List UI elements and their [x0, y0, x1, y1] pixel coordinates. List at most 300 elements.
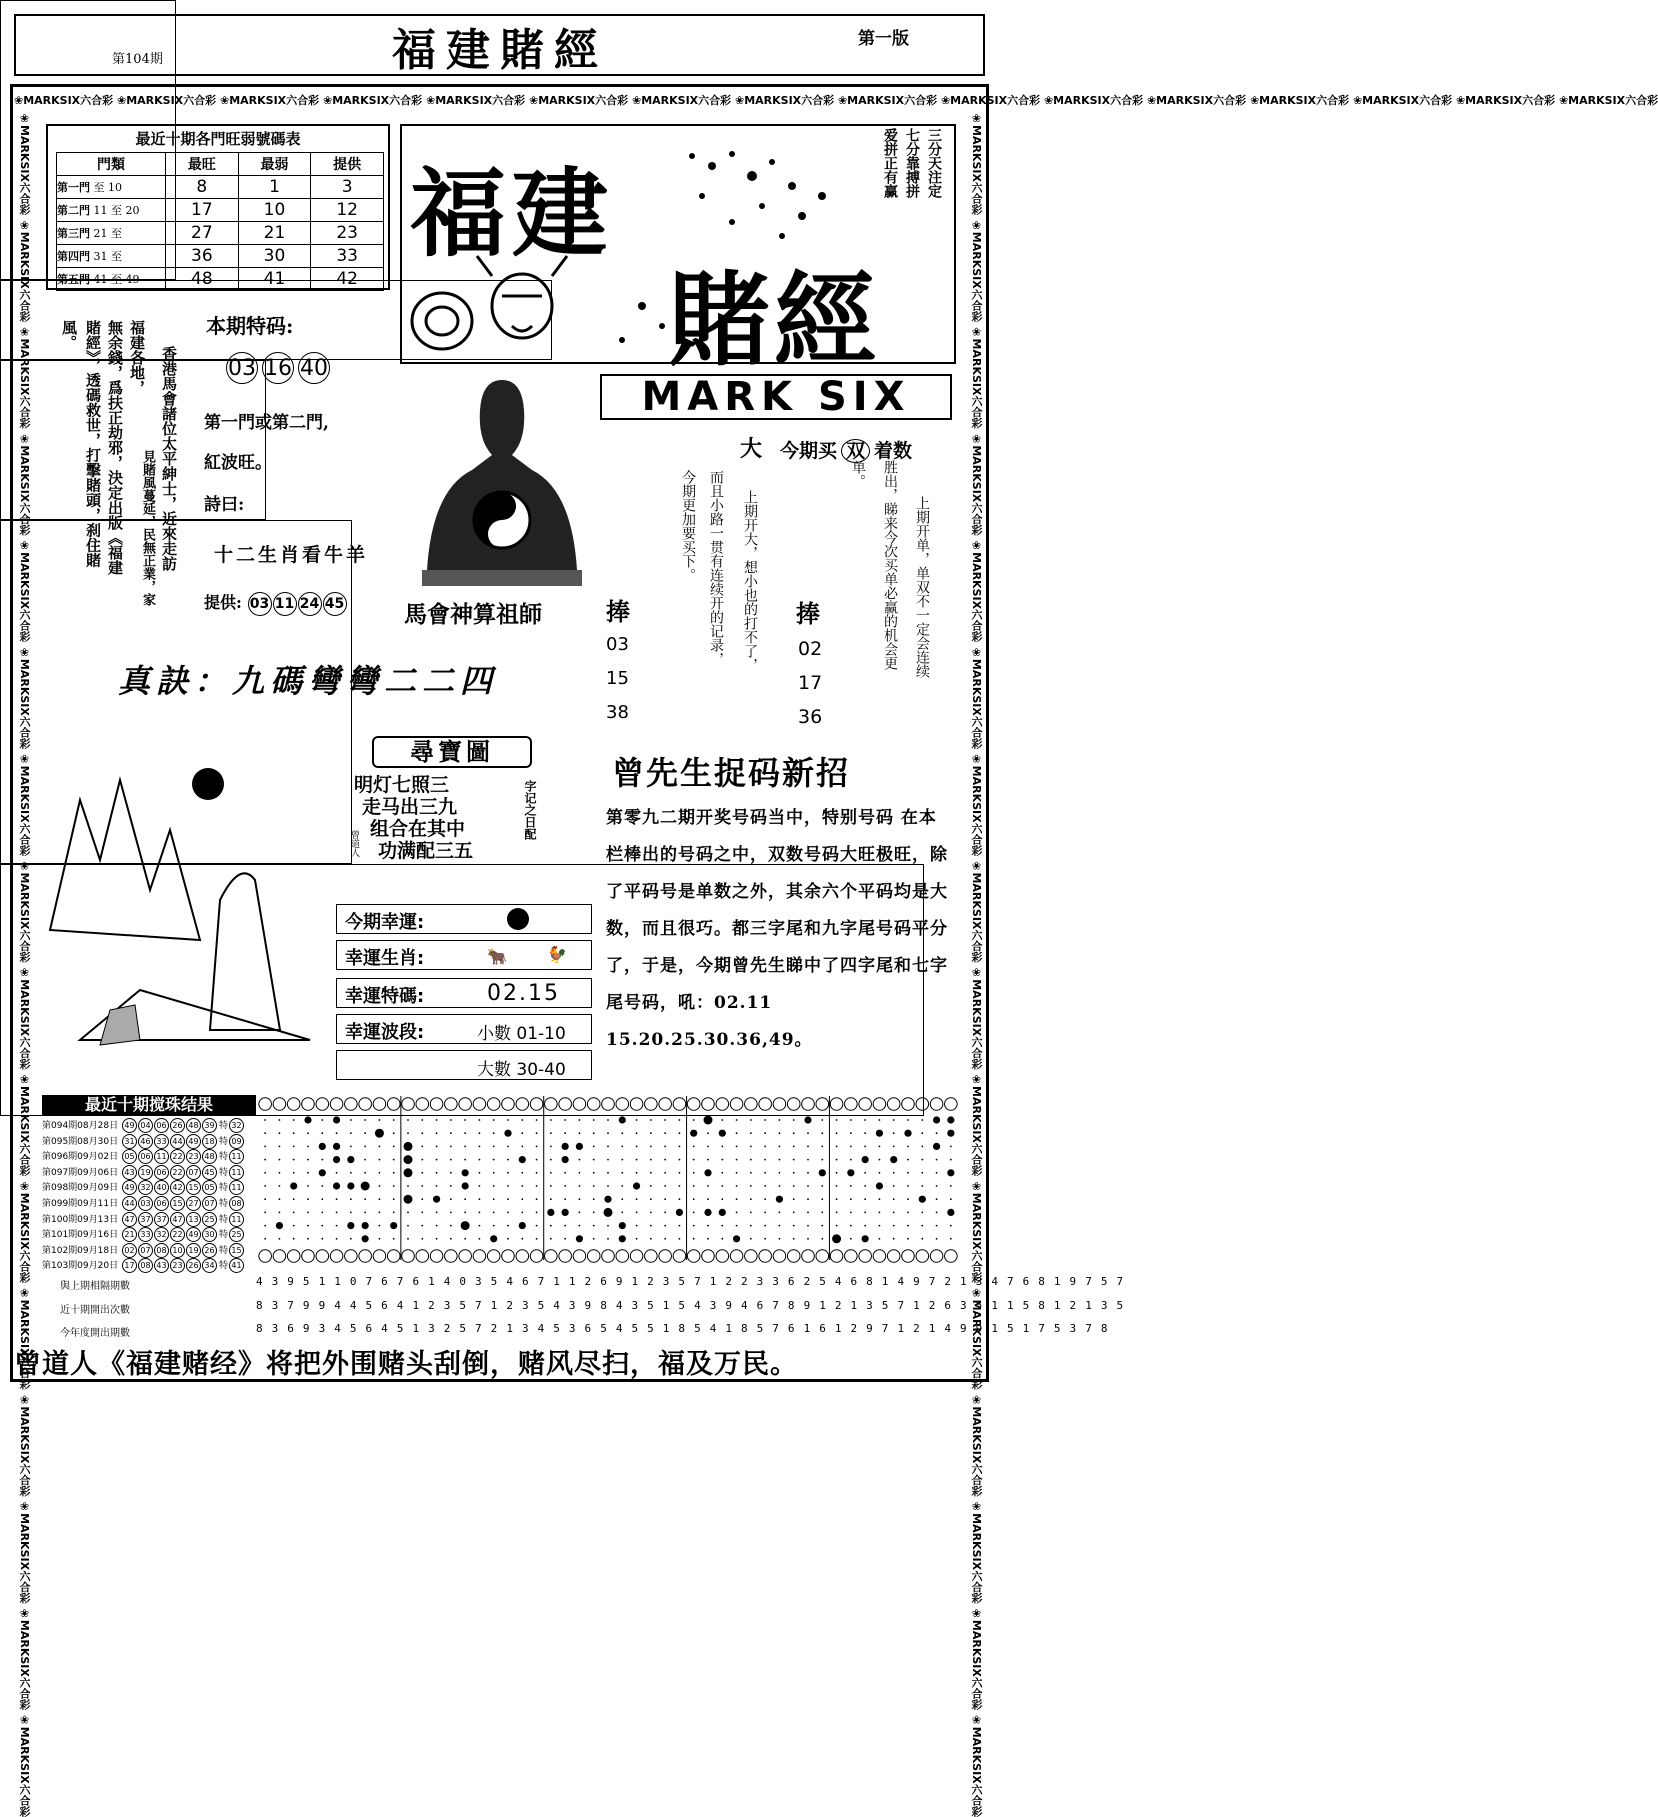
- grid-dot: [893, 1172, 895, 1174]
- grid-dot: [707, 1238, 709, 1240]
- lucky-label: 今期幸運:: [345, 912, 425, 933]
- grid-dot: [536, 1238, 538, 1240]
- lucky-range-big: 大數 30-40: [477, 1060, 566, 1080]
- grid-dot: [307, 1132, 309, 1134]
- special-ball: 40: [298, 352, 330, 384]
- provide-ball: 45: [323, 592, 347, 616]
- grid-dot: [693, 1172, 695, 1174]
- grid-dot: [921, 1159, 923, 1161]
- zone-give: 3: [311, 176, 384, 199]
- grid-dot: [764, 1132, 766, 1134]
- poem-label: 詩曰:: [204, 495, 245, 515]
- grid-header-ball: [745, 1098, 758, 1111]
- grid-dot: [807, 1172, 809, 1174]
- grid-dot: [821, 1212, 823, 1214]
- grid-dot: [907, 1159, 909, 1161]
- grid-dot: [779, 1225, 781, 1227]
- grid-dot: [393, 1212, 395, 1214]
- zone-header: 最弱: [238, 153, 311, 176]
- grid-dot: [364, 1159, 366, 1161]
- grid-dot: [407, 1119, 409, 1121]
- grid-dot: [693, 1238, 695, 1240]
- grid-dot: [307, 1212, 309, 1214]
- grid-dot: [464, 1132, 466, 1134]
- grid-dot: [807, 1198, 809, 1200]
- grid-dot: [421, 1132, 423, 1134]
- peng-list-1: [606, 628, 629, 730]
- results-number: 11: [154, 1149, 169, 1164]
- special-label: 本期特码:: [206, 314, 294, 338]
- grid-drawn-mark: [862, 1235, 869, 1242]
- grid-dot: [936, 1132, 938, 1134]
- grid-dot: [607, 1132, 609, 1134]
- grid-drawn-mark: [362, 1235, 369, 1242]
- grid-dot: [636, 1159, 638, 1161]
- zone-range: 11 至 20: [93, 204, 140, 217]
- grid-drawn-mark: [804, 1116, 811, 1123]
- grid-drawn-mark: [319, 1169, 326, 1176]
- grid-dot: [679, 1159, 681, 1161]
- grid-header-ball: [359, 1098, 372, 1111]
- border-strip-right: ❀MARKSIX六合彩 ❀MARKSIX六合彩 ❀MARKSIX六合彩 ❀MARKSIX六合彩 ❀MARKSIX六合彩 ❀MARKSIX六合彩 ❀MARKSIX六合彩 ❀MARKSIX六合彩 ❀MARKSIX六合彩 ❀MARKSIX六合彩 ❀MARKSIX六合彩 ❀MARKSIX六合彩 ❀MARKSIX六合彩 ❀MARKSIX六合彩 ❀MARKSIX六合彩 ❀MARKSIX六合彩: [970, 112, 983, 1817]
- results-number: 05: [202, 1180, 217, 1195]
- provide-row: [204, 590, 348, 616]
- results-number: 07: [186, 1165, 201, 1180]
- stat-values: 8 3 7 9 9 4 4 5 6 4 1 2 3 5 7 1 2 3 5 4 3 9 8 4 3 5 1 5 4 3 9 4 6 7 8 9 1 2 1 3 5 7 1 2 6 3 5 1 1 5 8 1 2 1 3 5: [256, 1299, 1125, 1312]
- grid-dot: [879, 1212, 881, 1214]
- results-row-label: 第095期08月30日: [42, 1136, 119, 1147]
- grid-dot: [850, 1185, 852, 1187]
- lucky-special: 02.15: [487, 981, 560, 1006]
- zone-name: 第五門: [57, 273, 90, 286]
- results-number: 07: [202, 1196, 217, 1211]
- grid-dot: [436, 1172, 438, 1174]
- grid-dot: [607, 1119, 609, 1121]
- grid-header-ball: [330, 1098, 343, 1111]
- grid-dot: [693, 1146, 695, 1148]
- grid-dot: [379, 1185, 381, 1187]
- grid-dot: [350, 1146, 352, 1148]
- results-number: 46: [138, 1134, 153, 1149]
- grid-dot: [664, 1212, 666, 1214]
- grid-header-ball: [302, 1098, 315, 1111]
- grid-dot: [736, 1132, 738, 1134]
- grid-dot: [379, 1238, 381, 1240]
- grid-dot: [836, 1159, 838, 1161]
- grid-dot: [821, 1119, 823, 1121]
- grid-dot: [421, 1172, 423, 1174]
- grid-dot: [893, 1119, 895, 1121]
- big-text-col-2: 而且小路一贯有连续开的记录，: [708, 470, 724, 666]
- grid-dot: [464, 1159, 466, 1161]
- grid-dot: [836, 1132, 838, 1134]
- grid-dot: [593, 1225, 595, 1227]
- grid-dot: [721, 1185, 723, 1187]
- grid-dot: [321, 1132, 323, 1134]
- grid-dot: [379, 1212, 381, 1214]
- grid-header-ball: [873, 1098, 886, 1111]
- grid-dot: [579, 1132, 581, 1134]
- grid-dot: [493, 1159, 495, 1161]
- results-number: 25: [202, 1212, 217, 1227]
- grid-drawn-mark: [347, 1222, 354, 1229]
- zone-range: 21 至: [93, 227, 122, 240]
- lucky-range-small: 小數 01-10: [477, 1024, 566, 1044]
- grid-dot: [836, 1119, 838, 1121]
- results-number: 27: [186, 1196, 201, 1211]
- peng-num: 03: [606, 634, 629, 655]
- results-number: 30: [202, 1227, 217, 1242]
- results-te-label: 特: [219, 1245, 229, 1256]
- zone-name: 第四門: [57, 250, 90, 263]
- results-number: 13: [186, 1212, 201, 1227]
- grid-dot: [921, 1119, 923, 1121]
- lucky-row: [336, 1014, 592, 1044]
- treasure-line: 走马出三九: [362, 796, 458, 818]
- results-number: 22: [170, 1149, 185, 1164]
- grid-header-ball: [473, 1098, 486, 1111]
- treasure-sign: 曾道人: [349, 830, 359, 857]
- grid-drawn-mark: [933, 1143, 940, 1150]
- grid-drawn-mark: [890, 1156, 897, 1163]
- grid-header-ball: [487, 1098, 500, 1111]
- grid-drawn-mark: [519, 1156, 526, 1163]
- grid-dot: [764, 1238, 766, 1240]
- grid-dot: [793, 1212, 795, 1214]
- results-number: 22: [170, 1227, 185, 1242]
- results-number: 03: [138, 1196, 153, 1211]
- grid-header-ball: [445, 1098, 458, 1111]
- grid-drawn-mark: [347, 1182, 354, 1189]
- zone-max: 36: [166, 245, 239, 268]
- grid-dot: [321, 1198, 323, 1200]
- grid-dot: [293, 1146, 295, 1148]
- stat-label: 與上期相隔期數: [60, 1281, 130, 1292]
- results-te-label: 特: [219, 1199, 229, 1209]
- grid-drawn-mark: [519, 1222, 526, 1229]
- grid-dot: [779, 1146, 781, 1148]
- grid-drawn-mark: [604, 1196, 611, 1203]
- grid-dot: [707, 1146, 709, 1148]
- grid-dot: [421, 1146, 423, 1148]
- grid-dot: [464, 1119, 466, 1121]
- results-number: 47: [122, 1212, 137, 1227]
- grid-dot: [821, 1185, 823, 1187]
- grid-drawn-mark: [390, 1222, 397, 1229]
- grid-drawn-mark: [433, 1196, 440, 1203]
- grid-dot: [936, 1212, 938, 1214]
- grid-dot: [793, 1172, 795, 1174]
- results-number: 33: [154, 1134, 169, 1149]
- grid-dot: [921, 1238, 923, 1240]
- results-number: 04: [138, 1118, 153, 1133]
- results-row-label: 第101期09月16日: [42, 1230, 119, 1241]
- grid-dot: [750, 1172, 752, 1174]
- grid-dot: [607, 1159, 609, 1161]
- grid-dot: [379, 1119, 381, 1121]
- grid-dot: [736, 1225, 738, 1227]
- grid-dot: [936, 1172, 938, 1174]
- grid-dot: [464, 1238, 466, 1240]
- grid-dot: [564, 1185, 566, 1187]
- grid-dot: [836, 1225, 838, 1227]
- peng-num: 15: [606, 668, 629, 689]
- grid-dot: [436, 1132, 438, 1134]
- grid-dot: [779, 1132, 781, 1134]
- grid-dot: [807, 1238, 809, 1240]
- grid-dot: [307, 1185, 309, 1187]
- grid-dot: [550, 1225, 552, 1227]
- grid-dot: [450, 1159, 452, 1161]
- grid-dot: [450, 1225, 452, 1227]
- grid-dot: [521, 1198, 523, 1200]
- grid-dot: [750, 1198, 752, 1200]
- grid-dot: [536, 1119, 538, 1121]
- results-number: 06: [154, 1118, 169, 1133]
- grid-header-ball: [373, 1098, 386, 1111]
- grid-header-ball: [802, 1098, 815, 1111]
- grid-dot: [750, 1238, 752, 1240]
- grid-dot: [693, 1198, 695, 1200]
- grid-dot: [336, 1198, 338, 1200]
- grid-dot: [593, 1212, 595, 1214]
- grid-header-ball: [259, 1098, 272, 1111]
- results-row: [42, 1196, 245, 1212]
- grid-dot: [850, 1146, 852, 1148]
- grid-dot: [479, 1225, 481, 1227]
- grid-dot: [664, 1132, 666, 1134]
- grid-dot: [336, 1212, 338, 1214]
- grid-dot: [621, 1146, 623, 1148]
- grid-dot: [793, 1225, 795, 1227]
- zone-give: 23: [311, 222, 384, 245]
- master-caption: 馬會神算祖師: [404, 601, 542, 628]
- grid-header-ball: [459, 1098, 472, 1111]
- grid-dot: [679, 1198, 681, 1200]
- grid-special-mark: [832, 1234, 841, 1243]
- edition-label: 第一版: [858, 29, 909, 49]
- grid-dot: [407, 1238, 409, 1240]
- grid-dot: [550, 1159, 552, 1161]
- grid-dot: [850, 1132, 852, 1134]
- grid-dot: [279, 1212, 281, 1214]
- big-text-col-1: 今期更加要买下。: [680, 470, 696, 582]
- grid-dot: [693, 1225, 695, 1227]
- results-number: 26: [186, 1258, 201, 1273]
- lucky-row: [336, 940, 592, 970]
- grid-dot: [521, 1146, 523, 1148]
- lucky-label: 幸運生肖:: [345, 948, 425, 969]
- grid-drawn-mark: [362, 1222, 369, 1229]
- grid-dot: [350, 1119, 352, 1121]
- zone-table-title: 最近十期各門旺弱號碼表: [135, 130, 301, 148]
- grid-dot: [850, 1212, 852, 1214]
- grid-dot: [507, 1212, 509, 1214]
- grid-dot: [736, 1212, 738, 1214]
- grid-special-mark: [604, 1208, 613, 1217]
- grid-drawn-mark: [619, 1116, 626, 1123]
- grid-dot: [379, 1159, 381, 1161]
- grid-dot: [279, 1159, 281, 1161]
- grid-dot: [621, 1172, 623, 1174]
- shuang-badge: 双: [841, 439, 870, 463]
- grid-special-mark: [704, 1116, 713, 1125]
- grid-dot: [836, 1198, 838, 1200]
- grid-dot: [507, 1146, 509, 1148]
- grid-dot: [721, 1146, 723, 1148]
- zone-give: 33: [311, 245, 384, 268]
- grid-dot: [521, 1212, 523, 1214]
- grid-dot: [436, 1212, 438, 1214]
- results-number: 39: [202, 1118, 217, 1133]
- grid-dot: [364, 1132, 366, 1134]
- grid-dot: [864, 1146, 866, 1148]
- zone-min: 21: [238, 222, 311, 245]
- grid-dot: [350, 1238, 352, 1240]
- grid-dot: [264, 1132, 266, 1134]
- grid-header-ball: [602, 1098, 615, 1111]
- border-strip-left: ❀MARKSIX六合彩 ❀MARKSIX六合彩 ❀MARKSIX六合彩 ❀MARKSIX六合彩 ❀MARKSIX六合彩 ❀MARKSIX六合彩 ❀MARKSIX六合彩 ❀MARKSIX六合彩 ❀MARKSIX六合彩 ❀MARKSIX六合彩 ❀MARKSIX六合彩 ❀MARKSIX六合彩 ❀MARKSIX六合彩 ❀MARKSIX六合彩 ❀MARKSIX六合彩 ❀MARKSIX六合彩: [18, 112, 31, 1817]
- grid-drawn-mark: [876, 1130, 883, 1137]
- grid-dot: [493, 1132, 495, 1134]
- grid-header-ball: [787, 1098, 800, 1111]
- grid-dot: [664, 1146, 666, 1148]
- grid-dot: [264, 1238, 266, 1240]
- grid-dot: [921, 1146, 923, 1148]
- grid-dot: [493, 1172, 495, 1174]
- results-number: 18: [202, 1134, 217, 1149]
- zone-range: 41 至 49: [93, 273, 140, 286]
- grid-dot: [750, 1146, 752, 1148]
- zone-header: 提供: [311, 153, 384, 176]
- results-row: [42, 1165, 245, 1181]
- grid-dot: [407, 1132, 409, 1134]
- grid-drawn-mark: [719, 1209, 726, 1216]
- bigsmall-title: [780, 436, 912, 463]
- results-te-label: 特: [219, 1167, 229, 1178]
- grid-dot: [279, 1238, 281, 1240]
- results-number: 37: [154, 1212, 169, 1227]
- zone-table: [56, 152, 384, 291]
- grid-dot: [736, 1146, 738, 1148]
- grid-dot: [307, 1225, 309, 1227]
- grid-dot: [393, 1198, 395, 1200]
- grid-dot: [707, 1159, 709, 1161]
- results-number: 06: [154, 1165, 169, 1180]
- grid-header-ball: [816, 1098, 829, 1111]
- grid-header-ball: [845, 1098, 858, 1111]
- grid-dot: [950, 1159, 952, 1161]
- grid-dot: [693, 1119, 695, 1121]
- grid-dot: [407, 1212, 409, 1214]
- intro-col-6: 見賭風蔓延，民無正業，家: [140, 450, 155, 606]
- grid-dot: [607, 1238, 609, 1240]
- special-ball: 03: [226, 352, 258, 384]
- grid-dot: [721, 1119, 723, 1121]
- treasure-line: 功满配三五: [378, 840, 474, 862]
- results-row-label: 第099期09月11日: [42, 1199, 119, 1209]
- grid-header-ball: [630, 1098, 643, 1111]
- landscape-illustration: [40, 740, 324, 1070]
- zone-row: [57, 176, 384, 199]
- grid-header-ball: [730, 1098, 743, 1111]
- grid-dot: [764, 1198, 766, 1200]
- grid-dot: [793, 1198, 795, 1200]
- grid-dot: [921, 1172, 923, 1174]
- grid-dot: [350, 1172, 352, 1174]
- grid-dot: [550, 1185, 552, 1187]
- results-row: [42, 1118, 245, 1134]
- grid-dot: [893, 1185, 895, 1187]
- special-balls: [226, 352, 334, 384]
- grid-dot: [764, 1172, 766, 1174]
- rooster-icon: 🐓: [547, 945, 567, 964]
- results-number: 05: [122, 1149, 137, 1164]
- grid-dot: [393, 1132, 395, 1134]
- grid-dot: [721, 1198, 723, 1200]
- grid-dot: [750, 1225, 752, 1227]
- grid-dot: [879, 1159, 881, 1161]
- grid-dot: [493, 1119, 495, 1121]
- grid-dot: [636, 1212, 638, 1214]
- intro-col-3: 無余錢，爲扶正劫邪，決定出版《福建: [106, 320, 124, 575]
- grid-dot: [507, 1159, 509, 1161]
- zone-header: 最旺: [166, 153, 239, 176]
- grid-dot: [321, 1159, 323, 1161]
- grid-dot: [936, 1159, 938, 1161]
- grid-dot: [279, 1185, 281, 1187]
- peng-num: 02: [798, 638, 823, 660]
- grid-dot: [321, 1238, 323, 1240]
- grid-dot: [650, 1212, 652, 1214]
- grid-dot: [879, 1198, 881, 1200]
- grid-dot: [436, 1146, 438, 1148]
- grid-dot: [521, 1185, 523, 1187]
- grid-dot: [507, 1238, 509, 1240]
- grid-dot: [421, 1212, 423, 1214]
- results-number: 06: [138, 1149, 153, 1164]
- grid-dot: [893, 1146, 895, 1148]
- treasure-side: 字记之日配: [523, 780, 537, 840]
- intro-col-1: 福建各地，: [128, 320, 146, 395]
- grid-dot: [793, 1185, 795, 1187]
- grid-dot: [950, 1146, 952, 1148]
- grid-dot: [593, 1119, 595, 1121]
- grid-dot: [779, 1238, 781, 1240]
- grid-dot: [650, 1146, 652, 1148]
- grid-dot: [321, 1225, 323, 1227]
- grid-dot: [293, 1159, 295, 1161]
- grid-drawn-mark: [347, 1156, 354, 1163]
- zone-max: 27: [166, 222, 239, 245]
- results-number: 06: [154, 1196, 169, 1211]
- tseng-body: 第零九二期开奖号码当中，特别号码 在本栏棒出的号码之中，双数号码大旺极旺，除了平码号是单数之外，其余六个平码均是大数，而且很巧。都三字尾和九字尾号码平分了，于是，今期曾先生睇中了四字尾和七字尾号码，吼：02.11 15.20.25.30.36,49。: [606, 808, 948, 1050]
- grid-dot: [764, 1146, 766, 1148]
- grid-drawn-mark: [704, 1209, 711, 1216]
- grid-dot: [521, 1119, 523, 1121]
- grid-dot: [507, 1198, 509, 1200]
- results-row-label: 第094期08月28日: [42, 1121, 119, 1131]
- grid-dot: [750, 1159, 752, 1161]
- results-te-label: 特: [219, 1261, 229, 1272]
- grid-dot: [736, 1159, 738, 1161]
- results-row-label: 第103期09月20日: [42, 1261, 119, 1272]
- grid-dot: [664, 1225, 666, 1227]
- grid-dot: [921, 1185, 923, 1187]
- results-number: 34: [202, 1258, 217, 1273]
- grid-dot: [950, 1238, 952, 1240]
- results-number: 17: [122, 1258, 137, 1273]
